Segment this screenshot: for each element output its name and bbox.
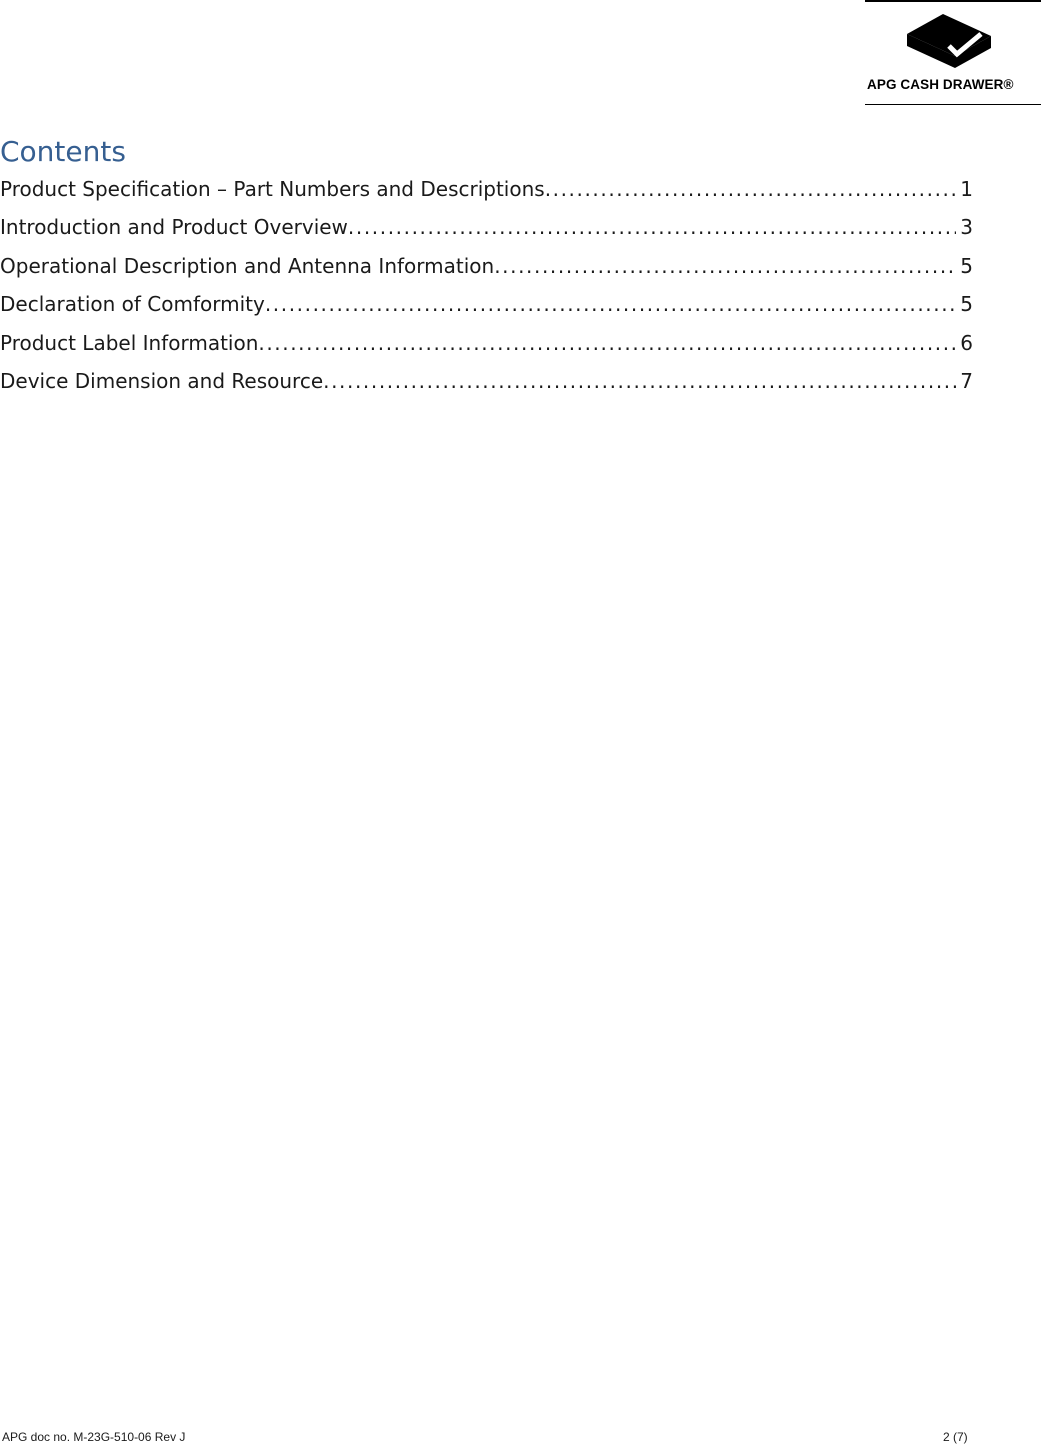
toc-entry-page[interactable]: 1 [960, 177, 973, 201]
logo-top-rule [865, 0, 1041, 2]
toc-entry-page[interactable]: 5 [960, 292, 973, 317]
toc-dot-leader [258, 326, 956, 360]
toc-entry-title[interactable]: Introduction and Product Overview [0, 215, 348, 240]
toc-entry[interactable] [0, 172, 973, 210]
table-of-contents [0, 172, 973, 402]
toc-dot-leader [265, 287, 956, 321]
toc-entry-title[interactable]: Product Label Information [0, 330, 259, 355]
company-logo [865, 0, 1041, 106]
toc-entry-title[interactable]: Declaration of Comformity [0, 292, 265, 317]
toc-entry-title[interactable]: Device Dimension and Resource [0, 368, 324, 393]
footer-page-indicator: 2 (7) [943, 1430, 968, 1444]
toc-entry[interactable] [0, 210, 973, 248]
toc-entry-page[interactable]: 6 [960, 330, 973, 355]
toc-entry[interactable] [0, 287, 973, 325]
toc-entry[interactable] [0, 364, 973, 402]
cash-drawer-logo-icon [905, 12, 993, 70]
logo-text: APG CASH DRAWER® [867, 77, 1014, 92]
toc-entry[interactable] [0, 326, 973, 364]
logo-bottom-rule [865, 104, 1041, 105]
toc-entry-title[interactable]: Product Specification – Part Numbers and Descriptions [0, 177, 545, 201]
toc-entry-page[interactable]: 3 [960, 215, 973, 240]
toc-entry[interactable] [0, 249, 973, 287]
toc-dot-leader [323, 364, 956, 398]
toc-entry-page[interactable]: 7 [960, 368, 973, 393]
toc-dot-leader [494, 249, 956, 283]
toc-heading: Contents [0, 135, 126, 168]
toc-entry-page[interactable]: 5 [960, 253, 973, 278]
toc-entry-title[interactable]: Operational Description and Antenna Information [0, 253, 495, 278]
toc-dot-leader [545, 172, 957, 206]
toc-dot-leader [348, 210, 956, 244]
footer-doc-number: APG doc no. M-23G-510-06 Rev J [2, 1430, 186, 1444]
